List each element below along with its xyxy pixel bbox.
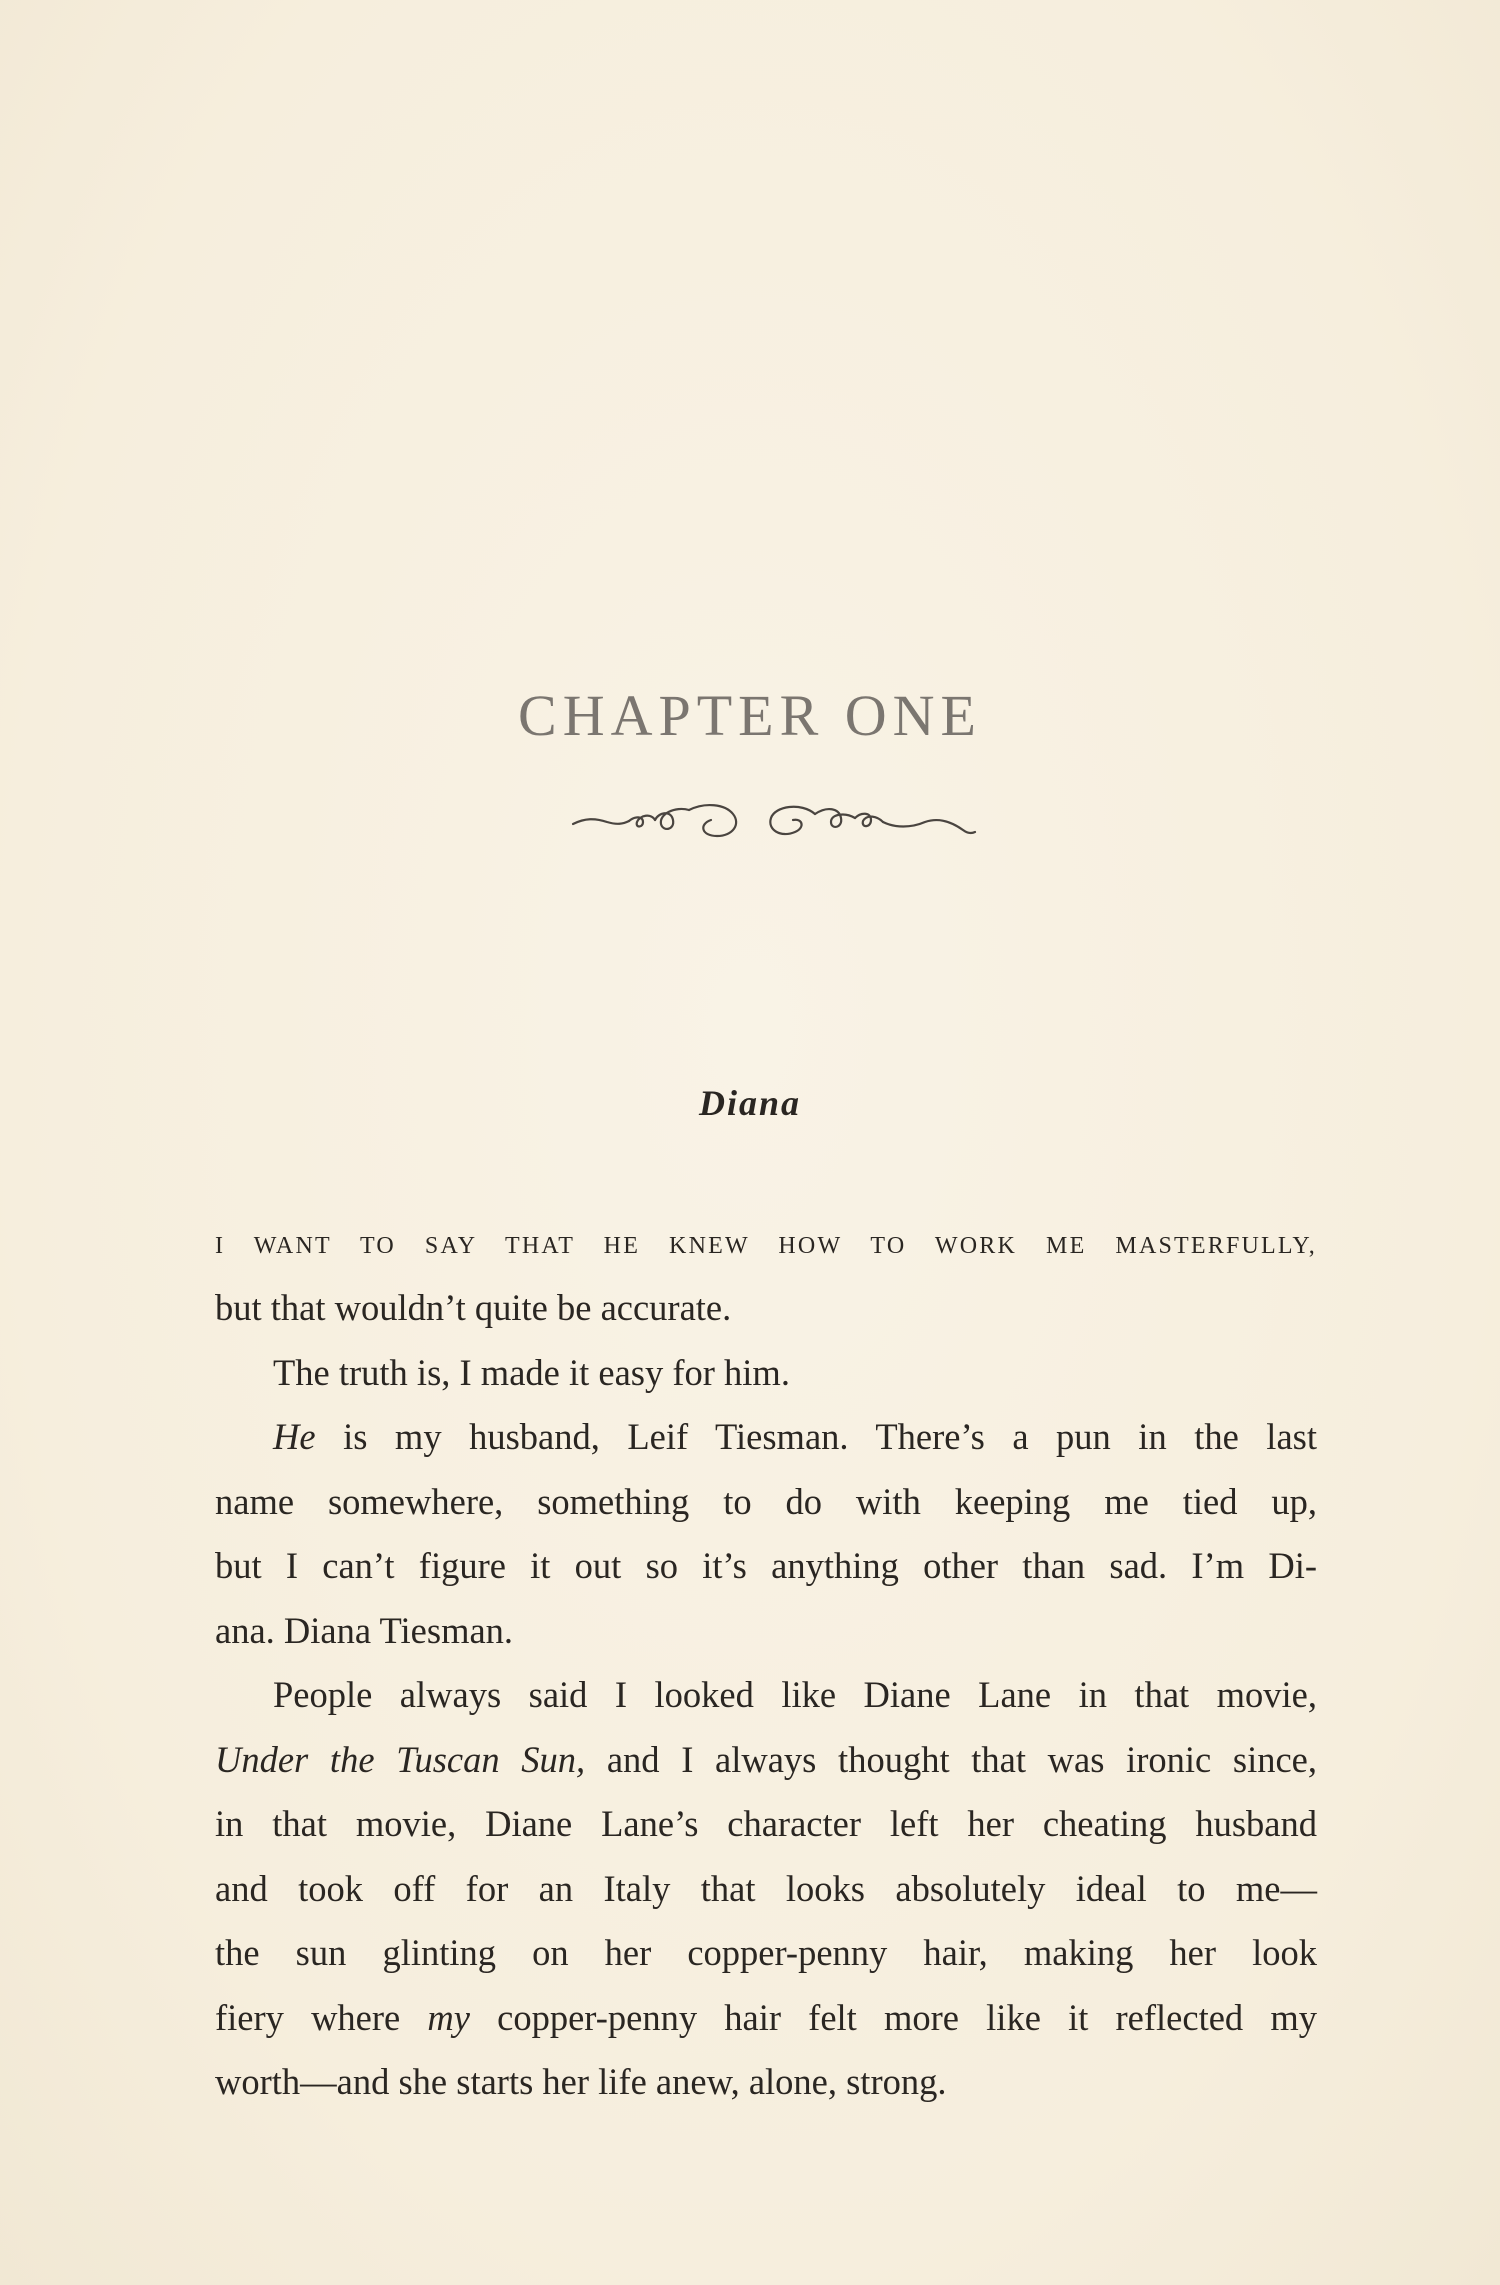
opening-line-smallcaps: I WANT TO SAY THAT HE KNEW HOW TO WORK ME MASTERFULLY, [215,1233,1317,1259]
line-text: is my husband, Leif Tiesman. There’s a pun in the last [315,1416,1317,1457]
paragraph-line: but that wouldn’t quite be accurate. [215,1287,732,1328]
flourish-ornament-icon [565,788,985,848]
paragraph-line: but I can’t figure it out so it’s anything other than sad. I’m Di- [215,1545,1317,1586]
paragraph-line: worth—and she starts her life anew, alone, strong. [215,2061,947,2102]
chapter-body [215,1220,1317,2115]
line-text: fiery where [215,1996,428,2038]
paragraph-line: The truth is, I made it easy for him. [273,1351,790,1393]
chapter-heading: CHAPTER ONE [518,683,982,748]
line-text: and I always thought that was ironic since, [585,1738,1317,1780]
paragraph-line: People always said I looked like Diane Lane in that movie, [273,1674,1317,1715]
paragraph-line [215,1986,1317,2051]
pov-character-name: Diana [698,1083,802,1123]
paragraph-line: and took off for an Italy that looks absolutely ideal to me— [215,1867,1317,1909]
italic-word: my [427,1996,470,2038]
paragraph-line: the sun glinting on her copper-penny hair, making her look [215,1932,1317,1973]
paragraph-line: name somewhere, something to do with keeping me tied up, [215,1480,1317,1522]
line-text: copper-penny hair felt more like it reflected my [469,1996,1317,2038]
paragraph-line [215,1728,1317,1793]
italic-title: Under the Tuscan Sun, [215,1738,586,1780]
italic-word: He [273,1416,316,1457]
paragraph-line: in that movie, Diane Lane’s character left her cheating husband [215,1803,1317,1844]
paragraph-line [215,1405,1317,1470]
paragraph-line: ana. Diana Tiesman. [215,1609,514,1651]
